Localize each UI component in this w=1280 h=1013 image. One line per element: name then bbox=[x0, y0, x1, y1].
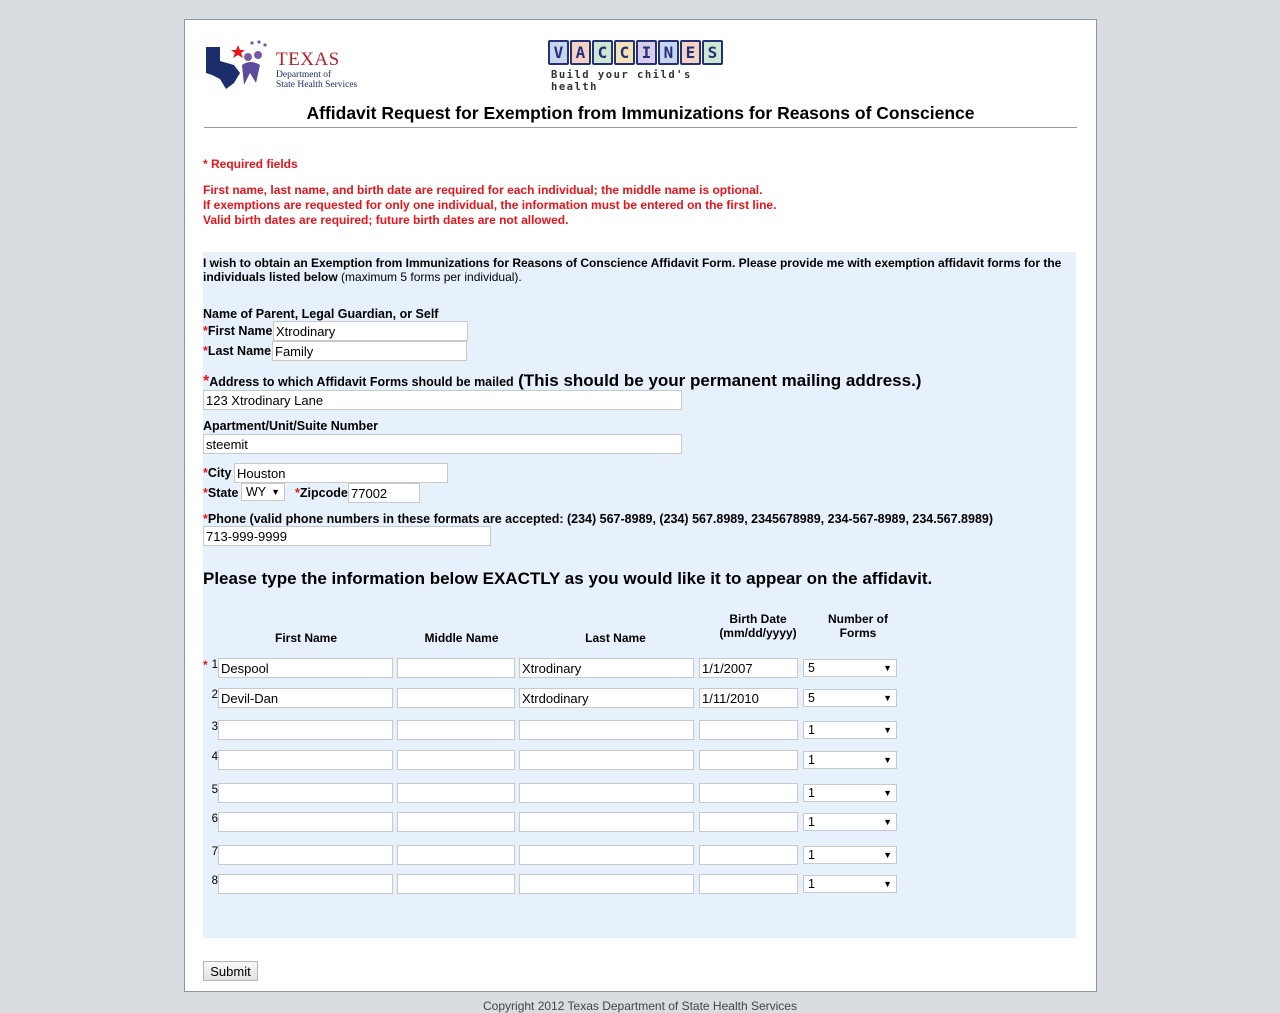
forms-select-value: 1 bbox=[808, 848, 815, 862]
chevron-down-icon: ▼ bbox=[883, 879, 892, 889]
validation-note-3: Valid birth dates are required; future birth dates are not allowed. bbox=[203, 213, 569, 227]
row-first-name-input[interactable] bbox=[218, 812, 393, 832]
vaccines-logo bbox=[548, 40, 738, 93]
col-header-birth-date-line2: (mm/dd/yyyy) bbox=[719, 626, 797, 640]
parent-last-name-input[interactable] bbox=[272, 341, 467, 361]
chevron-down-icon: ▼ bbox=[883, 693, 892, 703]
row-last-name-input[interactable] bbox=[519, 783, 694, 803]
required-star: * bbox=[295, 486, 300, 500]
row-birth-date-input[interactable] bbox=[699, 845, 798, 865]
row-number-of-forms-select[interactable] bbox=[803, 813, 897, 831]
row-first-name-input[interactable] bbox=[218, 720, 393, 740]
city-input[interactable] bbox=[234, 463, 448, 483]
vaccines-letter-block: C bbox=[614, 40, 635, 65]
phone-label-text: Phone (valid phone numbers in these formats are accepted: (234) 567-8989, (234) 567.8989, 2345678989, 234-567-8989, 234.567.8989) bbox=[207, 512, 994, 526]
col-header-forms-line2: Forms bbox=[839, 626, 877, 640]
chevron-down-icon: ▼ bbox=[883, 755, 892, 765]
validation-note-1: First name, last name, and birth date are required for each individual; the middle name is optional. bbox=[203, 183, 763, 197]
vaccines-letter-block: S bbox=[702, 40, 723, 65]
address-label bbox=[203, 371, 921, 391]
row-first-name-input[interactable] bbox=[218, 750, 393, 770]
state-label-text: State bbox=[207, 486, 239, 500]
texas-logo-word: TEXAS bbox=[276, 49, 340, 70]
row-number: 2 bbox=[211, 689, 218, 701]
required-star: * bbox=[203, 466, 208, 480]
parent-last-name-label bbox=[203, 344, 271, 358]
row-number: 7 bbox=[211, 846, 218, 858]
address-note: (This should be your permanent mailing address.) bbox=[518, 371, 922, 390]
parent-section-label: Name of Parent, Legal Guardian, or Self bbox=[203, 307, 439, 321]
row-number-of-forms-select[interactable] bbox=[803, 846, 897, 864]
row-middle-name-input[interactable] bbox=[397, 720, 515, 740]
vaccines-letter-block: A bbox=[570, 40, 591, 65]
row-last-name-input[interactable] bbox=[519, 750, 694, 770]
phone-label bbox=[203, 512, 993, 526]
row-middle-name-input[interactable] bbox=[397, 812, 515, 832]
row-number: 4 bbox=[211, 751, 218, 763]
last-name-label-text: Last Name bbox=[207, 344, 272, 358]
state-select[interactable] bbox=[241, 483, 285, 501]
validation-notes bbox=[203, 183, 776, 228]
chevron-down-icon: ▼ bbox=[883, 788, 892, 798]
zipcode-input[interactable] bbox=[348, 483, 420, 503]
chevron-down-icon: ▼ bbox=[883, 725, 892, 735]
col-header-middle-name: Middle Name bbox=[424, 631, 499, 645]
texas-logo-subtitle bbox=[276, 70, 357, 90]
required-star: * bbox=[203, 486, 208, 500]
forms-select-value: 1 bbox=[808, 815, 815, 829]
row-birth-date-input[interactable] bbox=[699, 750, 798, 770]
row-middle-name-input[interactable] bbox=[397, 874, 515, 894]
vaccines-blocks bbox=[548, 40, 738, 65]
apt-label: Apartment/Unit/Suite Number bbox=[203, 419, 379, 433]
forms-select-value: 5 bbox=[808, 691, 815, 705]
copyright-footer: Copyright 2012 Texas Department of State Health Services bbox=[483, 999, 797, 1013]
intro-text bbox=[203, 256, 1073, 284]
zipcode-label-text: Zipcode bbox=[299, 486, 348, 500]
row-last-name-input[interactable] bbox=[519, 688, 694, 708]
validation-note-2: If exemptions are requested for only one individual, the information must be entered on the first line. bbox=[203, 198, 777, 212]
phone-input[interactable] bbox=[203, 526, 491, 546]
row-number: 8 bbox=[211, 875, 218, 887]
state-select-value: WY bbox=[246, 485, 267, 499]
chevron-down-icon: ▼ bbox=[883, 663, 892, 673]
row-last-name-input[interactable] bbox=[519, 720, 694, 740]
row-number-of-forms-select[interactable] bbox=[803, 689, 897, 707]
first-name-label-text: First Name bbox=[207, 324, 273, 338]
row-birth-date-input[interactable] bbox=[699, 688, 798, 708]
row-birth-date-input[interactable] bbox=[699, 783, 798, 803]
col-header-last-name: Last Name bbox=[585, 631, 646, 645]
apt-input[interactable] bbox=[203, 434, 682, 454]
row-middle-name-input[interactable] bbox=[397, 783, 515, 803]
forms-select-value: 1 bbox=[808, 753, 815, 767]
col-header-birth-date bbox=[699, 612, 817, 640]
texas-map-icon bbox=[204, 39, 274, 91]
intro-normal: (maximum 5 forms per individual). bbox=[337, 270, 522, 284]
chevron-down-icon: ▼ bbox=[271, 487, 280, 497]
row-birth-date-input[interactable] bbox=[699, 874, 798, 894]
row-number-of-forms-select[interactable] bbox=[803, 784, 897, 802]
vaccines-letter-block: I bbox=[636, 40, 657, 65]
row-middle-name-input[interactable] bbox=[397, 658, 515, 678]
row-first-name-input[interactable] bbox=[218, 658, 393, 678]
vaccines-letter-block: N bbox=[658, 40, 679, 65]
individuals-heading: Please type the information below EXACTLY as you would like it to appear on the affidavit. bbox=[203, 569, 933, 588]
row-first-name-input[interactable] bbox=[218, 874, 393, 894]
forms-select-value: 1 bbox=[808, 877, 815, 891]
texas-logo-sub-line2: State Health Services bbox=[276, 80, 358, 90]
row-middle-name-input[interactable] bbox=[397, 688, 515, 708]
row-birth-date-input[interactable] bbox=[699, 812, 798, 832]
submit-button[interactable]: Submit bbox=[203, 961, 258, 981]
row-last-name-input[interactable] bbox=[519, 845, 694, 865]
row-last-name-input[interactable] bbox=[519, 812, 694, 832]
row-middle-name-input[interactable] bbox=[397, 750, 515, 770]
row-first-name-input[interactable] bbox=[218, 688, 393, 708]
chevron-down-icon: ▼ bbox=[883, 850, 892, 860]
row-number-of-forms-select[interactable] bbox=[803, 721, 897, 739]
row-number: 1 bbox=[211, 659, 218, 671]
chevron-down-icon: ▼ bbox=[883, 817, 892, 827]
address-label-text: Address to which Affidavit Forms should be mailed bbox=[209, 375, 514, 389]
required-fields-note: * Required fields bbox=[203, 157, 298, 171]
row-number: 6 bbox=[211, 813, 218, 825]
row-middle-name-input[interactable] bbox=[397, 845, 515, 865]
col-header-first-name: First Name bbox=[274, 631, 338, 645]
parent-first-name-input[interactable] bbox=[273, 321, 468, 341]
vaccines-letter-block: C bbox=[592, 40, 613, 65]
city-label-text: City bbox=[207, 466, 232, 480]
forms-select-value: 1 bbox=[808, 723, 815, 737]
row-birth-date-input[interactable] bbox=[699, 658, 798, 678]
col-header-number-of-forms bbox=[803, 612, 913, 640]
row-number: 5 bbox=[211, 784, 218, 796]
vaccines-letter-block: E bbox=[680, 40, 701, 65]
page-title: Affidavit Request for Exemption from Immunizations for Reasons of Conscience bbox=[204, 103, 1077, 128]
required-star: * bbox=[203, 512, 208, 526]
state-label bbox=[203, 486, 238, 500]
row-number-of-forms-select[interactable] bbox=[803, 751, 897, 769]
col-header-forms-line1: Number of bbox=[828, 612, 888, 626]
row-number-of-forms-select[interactable] bbox=[803, 875, 897, 893]
address-input[interactable] bbox=[203, 390, 682, 410]
intro-bold: I wish to obtain an Exemption from Immunizations for Reasons of Conscience Affidavit Form. Please provide me with exemption affidavit forms for the individuals listed below bbox=[203, 256, 1062, 284]
texas-logo-sub-line1: Department of bbox=[276, 70, 332, 80]
zipcode-label bbox=[295, 486, 348, 500]
row1-required-star: * bbox=[203, 658, 208, 672]
parent-first-name-label bbox=[203, 324, 272, 338]
forms-select-value: 5 bbox=[808, 661, 815, 675]
row-birth-date-input[interactable] bbox=[699, 720, 798, 740]
row-number: 3 bbox=[211, 721, 218, 733]
row-first-name-input[interactable] bbox=[218, 845, 393, 865]
required-star: * bbox=[203, 324, 208, 338]
row-last-name-input[interactable] bbox=[519, 874, 694, 894]
row-number-of-forms-select[interactable] bbox=[803, 659, 897, 677]
texas-dshs-logo bbox=[204, 39, 374, 91]
required-star: * bbox=[203, 344, 208, 358]
forms-select-value: 1 bbox=[808, 786, 815, 800]
row-first-name-input[interactable] bbox=[218, 783, 393, 803]
row-last-name-input[interactable] bbox=[519, 658, 694, 678]
city-label bbox=[203, 466, 232, 480]
col-header-birth-date-line1: Birth Date bbox=[729, 612, 787, 626]
vaccines-tagline: Build your child's health bbox=[551, 69, 692, 93]
vaccines-letter-block: V bbox=[548, 40, 569, 65]
required-star: * bbox=[203, 373, 210, 390]
